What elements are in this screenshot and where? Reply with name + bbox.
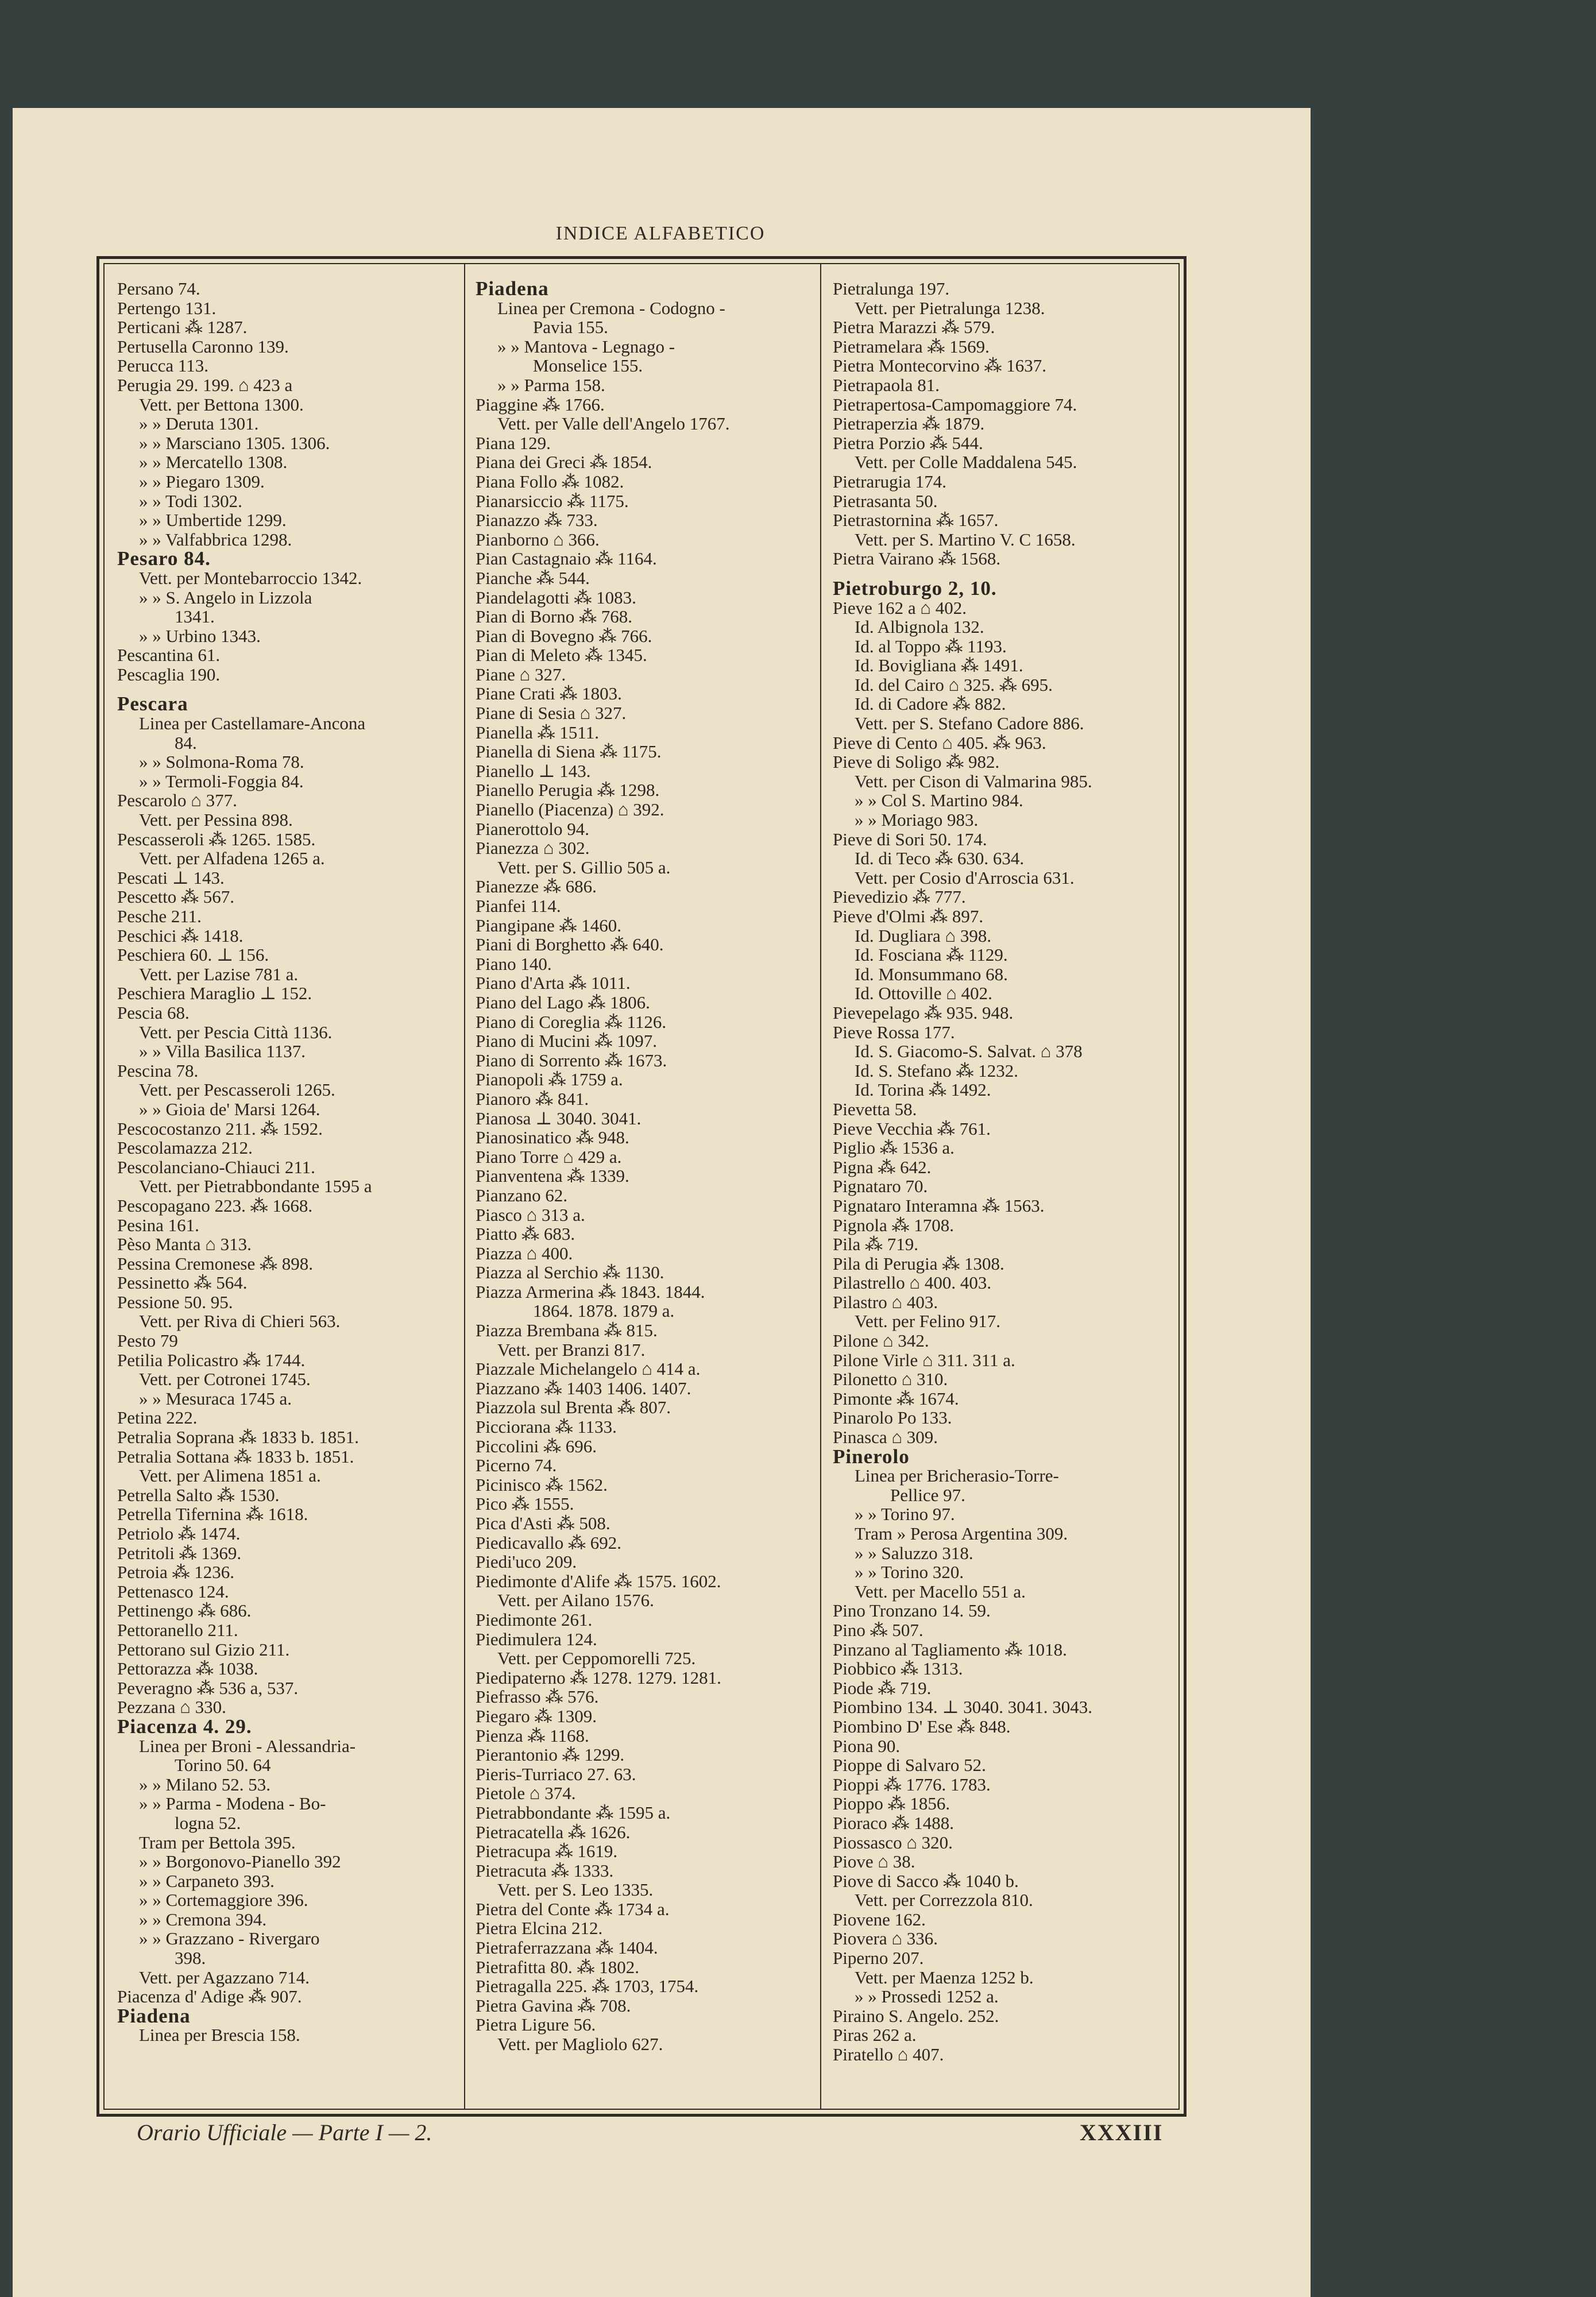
index-entry: Vett. per Alfadena 1265 a. bbox=[139, 848, 325, 869]
index-entry: Piandelagotti ⁂ 1083. bbox=[476, 587, 636, 608]
index-entry: Piane di Sesia ⌂ 327. bbox=[476, 703, 627, 724]
index-entry: Vett. per Colle Maddalena 545. bbox=[855, 452, 1077, 473]
index-entry: Piani di Borghetto ⁂ 640. bbox=[476, 934, 664, 955]
index-entry: Pietrapertosa-Campomaggiore 74. bbox=[833, 394, 1077, 415]
index-entry: » » Col S. Martino 984. bbox=[855, 790, 1023, 811]
index-entry: » » Cortemaggiore 396. bbox=[139, 1890, 308, 1911]
index-entry: Pievetta 58. bbox=[833, 1099, 917, 1119]
index-entry: Pioppo ⁂ 1856. bbox=[833, 1793, 950, 1814]
index-entry: Piove ⌂ 38. bbox=[833, 1851, 915, 1872]
index-entry: Piane ⌂ 327. bbox=[476, 664, 566, 685]
index-entry: Pigna ⁂ 642. bbox=[833, 1157, 932, 1177]
index-entry: Pietra Marazzi ⁂ 579. bbox=[833, 317, 995, 338]
index-entry: » » Torino 97. bbox=[855, 1504, 955, 1525]
index-entry: 1341. bbox=[175, 606, 215, 627]
index-entry: Pettorazza ⁂ 1038. bbox=[117, 1658, 258, 1679]
index-entry: Piazza al Serchio ⁂ 1130. bbox=[476, 1262, 664, 1283]
index-entry: Vett. per Cosio d'Arroscia 631. bbox=[855, 867, 1075, 888]
index-entry: Pesina 161. bbox=[117, 1215, 199, 1235]
index-entry: Pianfei 114. bbox=[476, 896, 561, 916]
index-entry: Pimonte ⁂ 1674. bbox=[833, 1388, 959, 1409]
index-entry: Vett. per Alimena 1851 a. bbox=[139, 1465, 321, 1486]
index-entry: Vett. per Pietralunga 1238. bbox=[855, 297, 1045, 318]
index-column-2 bbox=[476, 279, 814, 2054]
index-entry: Vett. per Branzi 817. bbox=[497, 1339, 646, 1360]
index-entry: Pieve Vecchia ⁂ 761. bbox=[833, 1118, 991, 1139]
index-entry: Persano 74. bbox=[117, 279, 200, 299]
index-entry: Piglio ⁂ 1536 a. bbox=[833, 1138, 954, 1158]
index-entry: Pianezza ⌂ 302. bbox=[476, 838, 590, 859]
index-entry: Pieve di Sori 50. 174. bbox=[833, 829, 987, 849]
index-entry: Pieve di Cento ⌂ 405. ⁂ 963. bbox=[833, 732, 1046, 753]
index-entry: Piombino 134. ⊥ 3040. 3041. 3043. bbox=[833, 1697, 1092, 1718]
index-entry: Piazza Brembana ⁂ 815. bbox=[476, 1320, 658, 1341]
index-column-1 bbox=[117, 279, 456, 2045]
index-entry: Piazzola sul Brenta ⁂ 807. bbox=[476, 1397, 671, 1418]
index-entry: Pianazzo ⁂ 733. bbox=[476, 510, 598, 531]
index-column-3 bbox=[833, 279, 1172, 2064]
index-entry: Pilastro ⌂ 403. bbox=[833, 1291, 938, 1312]
index-entry: Piedi'uco 209. bbox=[476, 1552, 577, 1572]
index-entry: Pianosa ⊥ 3040. 3041. bbox=[476, 1108, 642, 1128]
index-entry: Pianche ⁂ 544. bbox=[476, 567, 590, 588]
index-entry: Pertusella Caronno 139. bbox=[117, 336, 289, 357]
index-entry: Peschiera 60. ⊥ 156. bbox=[117, 945, 269, 965]
index-entry: Pino Tronzano 14. 59. bbox=[833, 1600, 991, 1621]
index-entry: Pieve Rossa 177. bbox=[833, 1022, 955, 1042]
index-entry: Pietrarugia 174. bbox=[833, 471, 947, 492]
index-entry: Id. Fosciana ⁂ 1129. bbox=[855, 945, 1008, 965]
index-entry: Pilastrello ⌂ 400. 403. bbox=[833, 1273, 992, 1293]
index-entry: Pieris-Turriaco 27. 63. bbox=[476, 1764, 636, 1784]
index-entry: Piovera ⌂ 336. bbox=[833, 1928, 938, 1949]
index-entry: » » Umbertide 1299. bbox=[139, 510, 287, 531]
index-entry: Pian di Bovegno ⁂ 766. bbox=[476, 625, 652, 646]
index-entry: Pescantina 61. bbox=[117, 645, 221, 666]
index-entry: Id. Monsummano 68. bbox=[855, 964, 1008, 984]
index-entry: Piano Torre ⌂ 429 a. bbox=[476, 1146, 622, 1167]
index-entry: Tram » Perosa Argentina 309. bbox=[855, 1523, 1068, 1544]
index-entry: Pettorano sul Gizio 211. bbox=[117, 1639, 290, 1660]
index-entry: Pessione 50. 95. bbox=[117, 1291, 233, 1312]
index-entry: Id. Bovigliana ⁂ 1491. bbox=[855, 655, 1023, 676]
index-entry: logna 52. bbox=[175, 1812, 241, 1833]
index-entry: Piano 140. bbox=[476, 953, 552, 974]
index-entry: Piano di Sorrento ⁂ 1673. bbox=[476, 1050, 667, 1070]
index-entry: Pietracupa ⁂ 1619. bbox=[476, 1841, 618, 1862]
index-entry: » » Milano 52. 53. bbox=[139, 1774, 271, 1795]
index-entry: Vett. per Agazzano 714. bbox=[139, 1967, 310, 1987]
index-entry: Pescasseroli ⁂ 1265. 1585. bbox=[117, 829, 316, 849]
index-heading: Piadena bbox=[117, 2004, 191, 2027]
index-entry: Pieve 162 a ⌂ 402. bbox=[833, 597, 967, 618]
index-entry: Pescetto ⁂ 567. bbox=[117, 887, 235, 907]
index-entry: Pietrapaola 81. bbox=[833, 374, 940, 395]
index-entry: Pignola ⁂ 1708. bbox=[833, 1215, 954, 1235]
index-entry: Pescia 68. bbox=[117, 1002, 190, 1023]
index-entry: Petina 222. bbox=[117, 1407, 198, 1428]
index-entry: » » Piegaro 1309. bbox=[139, 471, 265, 492]
index-entry: Picerno 74. bbox=[476, 1455, 557, 1476]
index-entry: 1864. 1878. 1879 a. bbox=[533, 1301, 675, 1321]
index-entry: Vett. per Magliolo 627. bbox=[497, 2034, 663, 2055]
index-entry: » » Gioia de' Marsi 1264. bbox=[139, 1099, 320, 1119]
index-entry: Vett. per Riva di Chieri 563. bbox=[139, 1311, 341, 1332]
index-entry: Linea per Broni - Alessandria- bbox=[139, 1735, 356, 1756]
index-entry: Pilone ⌂ 342. bbox=[833, 1331, 929, 1351]
index-entry: Pignataro 70. bbox=[833, 1176, 928, 1197]
index-entry: Piazza ⌂ 400. bbox=[476, 1243, 573, 1263]
index-entry: Vett. per Ceppomorelli 725. bbox=[497, 1648, 696, 1669]
index-entry: Pescolamazza 212. bbox=[117, 1138, 253, 1158]
index-entry: Piazzale Michelangelo ⌂ 414 a. bbox=[476, 1359, 701, 1379]
index-entry: Pinarolo Po 133. bbox=[833, 1407, 952, 1428]
index-entry: Pescopagano 223. ⁂ 1668. bbox=[117, 1195, 313, 1216]
index-entry: Piegaro ⁂ 1309. bbox=[476, 1706, 597, 1726]
index-entry: Vett. per Ailano 1576. bbox=[497, 1590, 654, 1611]
index-entry: Vett. per S. Stefano Cadore 886. bbox=[855, 713, 1084, 734]
index-entry: Id. Albignola 132. bbox=[855, 617, 984, 637]
index-entry: Pietraferrazzana ⁂ 1404. bbox=[476, 1938, 658, 1958]
index-entry: » » Grazzano - Rivergaro bbox=[139, 1928, 320, 1949]
index-entry: Vett. per S. Leo 1335. bbox=[497, 1880, 654, 1900]
index-entry: Piano del Lago ⁂ 1806. bbox=[476, 992, 650, 1012]
index-entry: Piangipane ⁂ 1460. bbox=[476, 915, 621, 935]
index-entry: Vett. per Pescasseroli 1265. bbox=[139, 1080, 335, 1100]
index-entry: Linea per Castellamare-Ancona bbox=[139, 713, 366, 734]
index-entry: Pinzano al Tagliamento ⁂ 1018. bbox=[833, 1639, 1067, 1660]
index-entry: » » Todi 1302. bbox=[139, 490, 242, 511]
index-entry: » » Saluzzo 318. bbox=[855, 1542, 973, 1563]
index-entry: Pianoro ⁂ 841. bbox=[476, 1088, 589, 1109]
index-entry: Piana 129. bbox=[476, 432, 551, 453]
index-entry: Id. S. Giacomo-S. Salvat. ⌂ 378 bbox=[855, 1041, 1083, 1062]
index-entry: Piedipaterno ⁂ 1278. 1279. 1281. bbox=[476, 1667, 721, 1688]
index-entry: Pian Castagnaio ⁂ 1164. bbox=[476, 548, 657, 569]
footer-publication: Orario Ufficiale — Parte I — 2. bbox=[137, 2120, 432, 2145]
index-entry: Piovene 162. bbox=[833, 1909, 926, 1929]
index-entry: Piedicavallo ⁂ 692. bbox=[476, 1532, 621, 1553]
index-entry: Piazzano ⁂ 1403 1406. 1407. bbox=[476, 1378, 691, 1398]
index-entry: Pioraco ⁂ 1488. bbox=[833, 1812, 954, 1833]
index-entry: Pettenasco 124. bbox=[117, 1581, 229, 1602]
index-entry: Piana Follo ⁂ 1082. bbox=[476, 471, 624, 492]
index-entry: » » Solmona-Roma 78. bbox=[139, 752, 304, 772]
index-entry: » » Cremona 394. bbox=[139, 1909, 267, 1929]
index-entry: Pian di Meleto ⁂ 1345. bbox=[476, 645, 647, 666]
index-entry: Pietra Vairano ⁂ 1568. bbox=[833, 548, 1001, 569]
index-entry: Vett. per Cison di Valmarina 985. bbox=[855, 771, 1092, 791]
index-entry: » » Mercatello 1308. bbox=[139, 452, 288, 473]
index-entry: » » Borgonovo-Pianello 392 bbox=[139, 1851, 341, 1872]
index-entry: Vett. per S. Martino V. C 1658. bbox=[855, 529, 1076, 550]
index-entry: Pila di Perugia ⁂ 1308. bbox=[833, 1253, 1004, 1274]
index-entry: Torino 50. 64 bbox=[175, 1755, 271, 1776]
index-entry: Id. Dugliara ⌂ 398. bbox=[855, 925, 992, 946]
index-entry: Petralia Sottana ⁂ 1833 b. 1851. bbox=[117, 1446, 354, 1467]
index-entry: » » Mantova - Legnago - bbox=[497, 336, 675, 357]
index-entry: » » Parma - Modena - Bo- bbox=[139, 1793, 326, 1814]
index-entry: Pietracatella ⁂ 1626. bbox=[476, 1822, 631, 1842]
index-entry: Piaggine ⁂ 1766. bbox=[476, 394, 605, 415]
index-entry: Perucca 113. bbox=[117, 355, 208, 376]
index-entry: Tram per Bettola 395. bbox=[139, 1832, 296, 1853]
index-entry: Pettoranello 211. bbox=[117, 1619, 238, 1640]
index-entry: Pianopoli ⁂ 1759 a. bbox=[476, 1069, 623, 1090]
index-entry: Pessina Cremonese ⁂ 898. bbox=[117, 1253, 313, 1274]
index-entry: Pietrastornina ⁂ 1657. bbox=[833, 510, 999, 531]
index-entry: Vett. per Lazise 781 a. bbox=[139, 964, 299, 984]
index-entry: Piperno 207. bbox=[833, 1948, 924, 1969]
index-entry: » » Valfabbrica 1298. bbox=[139, 529, 292, 550]
index-entry: » » Parma 158. bbox=[497, 374, 605, 395]
index-entry: Pietrasanta 50. bbox=[833, 490, 938, 511]
index-entry: Petritoli ⁂ 1369. bbox=[117, 1542, 242, 1563]
index-entry: Pianarsiccio ⁂ 1175. bbox=[476, 490, 629, 511]
index-entry: Piode ⁂ 719. bbox=[833, 1677, 932, 1698]
index-entry: Pietragalla 225. ⁂ 1703, 1754. bbox=[476, 1976, 699, 1997]
index-entry: » » Carpaneto 393. bbox=[139, 1870, 275, 1891]
index-heading: Pescara bbox=[117, 693, 188, 716]
index-entry: Pievepelago ⁂ 935. 948. bbox=[833, 1002, 1014, 1023]
index-entry: Piove di Sacco ⁂ 1040 b. bbox=[833, 1870, 1019, 1891]
index-entry: » » Moriago 983. bbox=[855, 810, 979, 830]
index-heading: Piadena bbox=[476, 277, 549, 300]
index-entry: Linea per Brescia 158. bbox=[139, 2025, 300, 2045]
index-entry: Piefrasso ⁂ 576. bbox=[476, 1687, 599, 1707]
index-entry: Piombino D' Ese ⁂ 848. bbox=[833, 1716, 1011, 1737]
index-entry: Vett. per Montebarroccio 1342. bbox=[139, 567, 362, 588]
index-entry: Id. del Cairo ⌂ 325. ⁂ 695. bbox=[855, 674, 1053, 695]
index-entry: Pianello Perugia ⁂ 1298. bbox=[476, 780, 660, 801]
index-heading: Pinerolo bbox=[833, 1445, 910, 1468]
index-entry: Pietracuta ⁂ 1333. bbox=[476, 1860, 614, 1881]
index-entry: Pilone Virle ⌂ 311. 311 a. bbox=[833, 1349, 1015, 1370]
index-entry: Petroia ⁂ 1236. bbox=[117, 1562, 235, 1583]
index-entry: Picciorana ⁂ 1133. bbox=[476, 1417, 617, 1437]
index-entry: Pieve d'Olmi ⁂ 897. bbox=[833, 906, 984, 926]
index-entry: Vett. per Macello 551 a. bbox=[855, 1581, 1026, 1602]
index-entry: » » Termoli-Foggia 84. bbox=[139, 771, 304, 791]
index-entry: Pianella di Siena ⁂ 1175. bbox=[476, 741, 662, 762]
page-title: INDICE ALFABETICO bbox=[555, 223, 766, 244]
index-entry: Pierantonio ⁂ 1299. bbox=[476, 1745, 625, 1765]
index-entry: Vett. per Maenza 1252 b. bbox=[855, 1967, 1034, 1987]
index-entry: Vett. per Pietrabbondante 1595 a bbox=[139, 1176, 372, 1197]
index-entry: Piano di Coreglia ⁂ 1126. bbox=[476, 1011, 667, 1032]
column-rule bbox=[820, 263, 821, 2110]
index-entry: Petrella Salto ⁂ 1530. bbox=[117, 1484, 280, 1505]
index-entry: Pescaglia 190. bbox=[117, 664, 221, 685]
index-entry: Piras 262 a. bbox=[833, 2025, 917, 2045]
index-entry: Piana dei Greci ⁂ 1854. bbox=[476, 452, 652, 473]
index-entry: Pilonetto ⌂ 310. bbox=[833, 1369, 948, 1390]
index-entry: Petilia Policastro ⁂ 1744. bbox=[117, 1349, 306, 1370]
index-entry: Piacenza d' Adige ⁂ 907. bbox=[117, 1986, 302, 2007]
index-entry: 84. bbox=[175, 732, 197, 753]
index-entry: Pianventena ⁂ 1339. bbox=[476, 1166, 629, 1186]
index-entry: Pietrabbondante ⁂ 1595 a. bbox=[476, 1802, 671, 1823]
index-entry: Piedimulera 124. bbox=[476, 1629, 597, 1649]
index-entry: Pescarolo ⌂ 377. bbox=[117, 790, 237, 811]
index-entry: Petriolo ⁂ 1474. bbox=[117, 1523, 241, 1544]
index-entry: Pieve di Soligo ⁂ 982. bbox=[833, 752, 1000, 772]
index-entry: Pico ⁂ 1555. bbox=[476, 1494, 574, 1514]
index-entry: Pietra Gavina ⁂ 708. bbox=[476, 1995, 631, 2016]
index-entry: Pioppi ⁂ 1776. 1783. bbox=[833, 1774, 991, 1795]
column-rule bbox=[464, 263, 465, 2110]
index-entry: » » S. Angelo in Lizzola bbox=[139, 587, 312, 608]
index-entry: Perticani ⁂ 1287. bbox=[117, 317, 248, 338]
index-entry: Vett. per Felino 917. bbox=[855, 1311, 1000, 1332]
index-entry: Piano di Mucini ⁂ 1097. bbox=[476, 1031, 658, 1051]
index-entry: Pietramelara ⁂ 1569. bbox=[833, 336, 990, 357]
index-entry: Pietra Ligure 56. bbox=[476, 2014, 596, 2035]
index-entry: » » Deruta 1301. bbox=[139, 413, 259, 434]
index-entry: Vett. per Valle dell'Angelo 1767. bbox=[497, 413, 730, 434]
index-entry: Linea per Bricherasio-Torre- bbox=[855, 1465, 1059, 1486]
index-entry: Id. al Toppo ⁂ 1193. bbox=[855, 636, 1007, 656]
index-entry: Pianosinatico ⁂ 948. bbox=[476, 1127, 629, 1148]
index-entry: Perugia 29. 199. ⌂ 423 a bbox=[117, 374, 293, 395]
index-entry: Pianello ⊥ 143. bbox=[476, 760, 591, 781]
index-entry: Pian di Borno ⁂ 768. bbox=[476, 606, 632, 627]
index-entry: Piazza Armerina ⁂ 1843. 1844. bbox=[476, 1281, 705, 1302]
index-entry: Vett. per Pescia Città 1136. bbox=[139, 1022, 333, 1042]
index-entry: Pietrafitta 80. ⁂ 1802. bbox=[476, 1956, 639, 1977]
index-entry: Piccolini ⁂ 696. bbox=[476, 1436, 597, 1456]
index-entry: Piedimonte 261. bbox=[476, 1609, 593, 1630]
index-entry: Pertengo 131. bbox=[117, 297, 217, 318]
index-entry: Pianerottolo 94. bbox=[476, 818, 590, 839]
index-entry: Peveragno ⁂ 536 a, 537. bbox=[117, 1677, 299, 1698]
index-entry: Pescina 78. bbox=[117, 1060, 199, 1081]
index-entry: Linea per Cremona - Codogno - bbox=[497, 297, 725, 318]
index-heading: Pesaro 84. bbox=[117, 547, 211, 570]
index-entry: Vett. per Pessina 898. bbox=[139, 810, 293, 830]
index-entry: Pettinengo ⁂ 686. bbox=[117, 1600, 252, 1621]
index-entry: Piossasco ⌂ 320. bbox=[833, 1832, 953, 1853]
index-entry: Id. Ottoville ⌂ 402. bbox=[855, 983, 992, 1004]
index-entry: Peschici ⁂ 1418. bbox=[117, 925, 244, 946]
index-heading: Piacenza 4. 29. bbox=[117, 1715, 252, 1738]
index-entry: Piano d'Arta ⁂ 1011. bbox=[476, 973, 631, 993]
index-entry: Piraino S. Angelo. 252. bbox=[833, 2005, 999, 2026]
index-entry: Pescocostanzo 211. ⁂ 1592. bbox=[117, 1118, 323, 1139]
index-entry: Monselice 155. bbox=[533, 355, 643, 376]
index-entry: Pietra Elcina 212. bbox=[476, 1918, 603, 1939]
index-entry: Pescolanciano-Chiauci 211. bbox=[117, 1157, 315, 1177]
index-entry: Piobbico ⁂ 1313. bbox=[833, 1658, 963, 1679]
index-entry: » » Villa Basilica 1137. bbox=[139, 1041, 306, 1062]
index-entry: » » Prossedi 1252 a. bbox=[855, 1986, 999, 2007]
index-entry: Pila ⁂ 719. bbox=[833, 1234, 918, 1255]
index-entry: Pesche 211. bbox=[117, 906, 202, 926]
index-entry: Pietra del Conte ⁂ 1734 a. bbox=[476, 1898, 670, 1919]
index-entry: Peschiera Maraglio ⊥ 152. bbox=[117, 983, 312, 1004]
index-entry: Pesto 79 bbox=[117, 1331, 178, 1351]
index-entry: » » Torino 320. bbox=[855, 1562, 964, 1583]
index-entry: Pianezze ⁂ 686. bbox=[476, 876, 597, 897]
footer-page-number: XXXIII bbox=[1080, 2120, 1164, 2145]
index-entry: Petralia Soprana ⁂ 1833 b. 1851. bbox=[117, 1427, 360, 1448]
index-entry: Pezzana ⌂ 330. bbox=[117, 1697, 226, 1718]
index-entry: Pianella ⁂ 1511. bbox=[476, 722, 599, 743]
index-entry: Petrella Tifernina ⁂ 1618. bbox=[117, 1504, 308, 1525]
index-entry: 398. bbox=[175, 1948, 206, 1969]
index-entry: Pavia 155. bbox=[533, 317, 608, 338]
index-entry: Pica d'Asti ⁂ 508. bbox=[476, 1513, 610, 1533]
index-entry: Pèso Manta ⌂ 313. bbox=[117, 1234, 252, 1255]
index-entry: Id. di Teco ⁂ 630. 634. bbox=[855, 848, 1025, 869]
index-entry: » » Mesuraca 1745 a. bbox=[139, 1388, 292, 1409]
index-entry: Pellice 97. bbox=[890, 1484, 965, 1505]
index-entry: Pievedizio ⁂ 777. bbox=[833, 887, 966, 907]
index-entry: Pietra Montecorvino ⁂ 1637. bbox=[833, 355, 1046, 376]
index-entry: Id. di Cadore ⁂ 882. bbox=[855, 694, 1006, 714]
index-entry: Id. S. Stefano ⁂ 1232. bbox=[855, 1060, 1019, 1081]
index-entry: Piona 90. bbox=[833, 1735, 901, 1756]
index-entry: Pignataro Interamna ⁂ 1563. bbox=[833, 1195, 1045, 1216]
index-entry: Pietralunga 197. bbox=[833, 279, 950, 299]
index-entry: Piedimonte d'Alife ⁂ 1575. 1602. bbox=[476, 1571, 721, 1591]
index-entry: Pescati ⊥ 143. bbox=[117, 867, 225, 888]
index-entry: Pietra Porzio ⁂ 544. bbox=[833, 432, 983, 453]
index-entry: Pino ⁂ 507. bbox=[833, 1619, 923, 1640]
index-entry: Pinasca ⌂ 309. bbox=[833, 1427, 938, 1448]
index-entry: » » Urbino 1343. bbox=[139, 625, 261, 646]
index-entry: Pianzano 62. bbox=[476, 1185, 568, 1205]
index-entry: Pietraperzia ⁂ 1879. bbox=[833, 413, 985, 434]
index-entry: Picinisco ⁂ 1562. bbox=[476, 1474, 608, 1495]
index-entry: Vett. per Correzzola 810. bbox=[855, 1890, 1033, 1911]
index-entry: Vett. per S. Gillio 505 a. bbox=[497, 857, 671, 877]
index-entry: Vett. per Bettona 1300. bbox=[139, 394, 304, 415]
index-entry: Pienza ⁂ 1168. bbox=[476, 1725, 589, 1746]
index-entry: Pianello (Piacenza) ⌂ 392. bbox=[476, 799, 664, 820]
index-entry: Vett. per Cotronei 1745. bbox=[139, 1369, 311, 1390]
index-entry: Pioppe di Salvaro 52. bbox=[833, 1755, 986, 1776]
index-entry: Id. Torina ⁂ 1492. bbox=[855, 1080, 991, 1100]
index-entry: Piatto ⁂ 683. bbox=[476, 1224, 575, 1244]
index-entry: Pianborno ⌂ 366. bbox=[476, 529, 600, 550]
index-entry: Piratello ⌂ 407. bbox=[833, 2044, 944, 2065]
index-entry: » » Marsciano 1305. 1306. bbox=[139, 432, 330, 453]
index-entry: Pietole ⌂ 374. bbox=[476, 1783, 576, 1804]
index-entry: Piasco ⌂ 313 a. bbox=[476, 1204, 585, 1225]
index-entry: Piane Crati ⁂ 1803. bbox=[476, 683, 622, 704]
index-entry: Pessinetto ⁂ 564. bbox=[117, 1273, 248, 1293]
index-heading: Pietroburgo 2, 10. bbox=[833, 577, 997, 600]
